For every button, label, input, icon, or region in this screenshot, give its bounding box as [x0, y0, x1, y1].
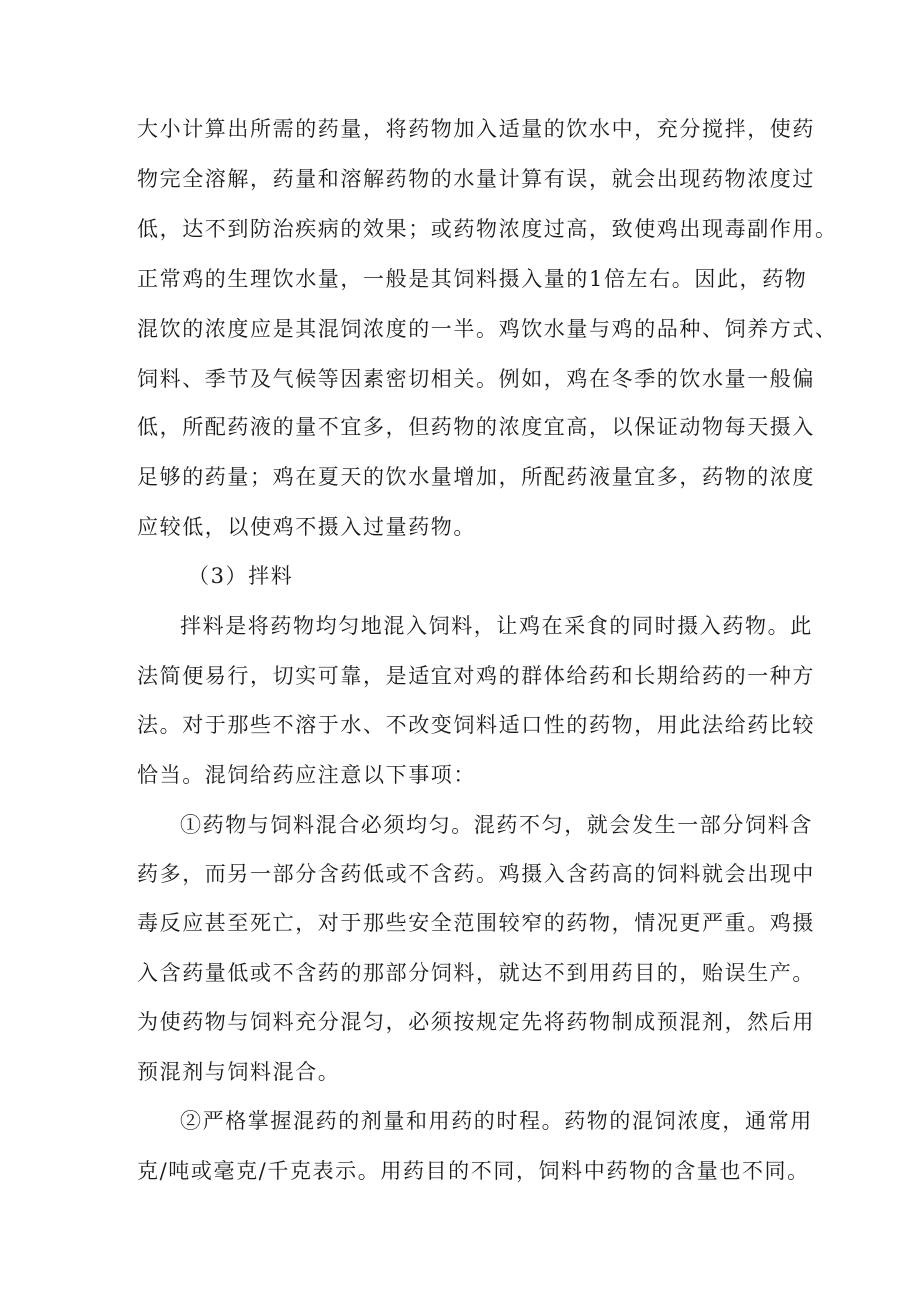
text-line: 正常鸡的生理饮水量，一般是其饲料摄入量的1倍左右。因此，药物	[137, 267, 808, 291]
text-line: 物完全溶解，药量和溶解药物的水量计算有误，就会出现药物浓度过	[137, 167, 815, 191]
list-item-1-first-line: ①药物与饲料混合必须均匀。混药不匀，就会发生一部分饲料含	[180, 813, 813, 837]
text-line: 法。对于那些不溶于水、不改变饲料适口性的药物，用此法给药比较	[137, 713, 815, 737]
list-item-2-first-line: ②严格掌握混药的剂量和用药的时程。药物的混饲浓度，通常用	[180, 1109, 813, 1133]
text-line: 药多，而另一部分含药低或不含药。鸡摄入含药高的饲料就会出现中	[137, 862, 815, 886]
text-line: 大小计算出所需的药量，将药物加入适量的饮水中，充分搅拌，使药	[137, 117, 815, 141]
text-line: 预混剂与饲料混合。	[137, 1060, 341, 1084]
text-line: 恰当。混饲给药应注意以下事项：	[137, 763, 476, 787]
text-line: 低，达不到防治疾病的效果；或药物浓度过高，致使鸡出现毒副作用。	[137, 217, 838, 241]
text-line: 入含药量低或不含药的那部分饲料，就达不到用药目的，贻误生产。	[137, 961, 815, 985]
text-line: 为使药物与饲料充分混匀，必须按规定先将药物制成预混剂，然后用	[137, 1010, 815, 1034]
text-line: 克/吨或毫克/千克表示。用药目的不同，饲料中药物的含量也不同。	[137, 1159, 810, 1183]
text-line: 法简便易行，切实可靠，是适宜对鸡的群体给药和长期给药的一种方	[137, 664, 815, 688]
text-line: 毒反应甚至死亡，对于那些安全范围较窄的药物，情况更严重。鸡摄	[137, 911, 815, 935]
text-line: 低，所配药液的量不宜多，但药物的浓度宜高，以保证动物每天摄入	[137, 415, 815, 439]
paragraph-first-line: 拌料是将药物均匀地混入饲料，让鸡在采食的同时摄入药物。此	[180, 614, 813, 638]
text-line: 足够的药量；鸡在夏天的饮水量增加，所配药液量宜多，药物的浓度	[137, 465, 815, 489]
text-line: 应较低，以使鸡不摄入过量药物。	[137, 515, 476, 539]
text-line: 饲料、季节及气候等因素密切相关。例如，鸡在冬季的饮水量一般偏	[137, 367, 815, 391]
section-heading: （3）拌料	[188, 564, 294, 588]
text-line: 混饮的浓度应是其混饲浓度的一半。鸡饮水量与鸡的品种、饲养方式、	[137, 317, 838, 341]
